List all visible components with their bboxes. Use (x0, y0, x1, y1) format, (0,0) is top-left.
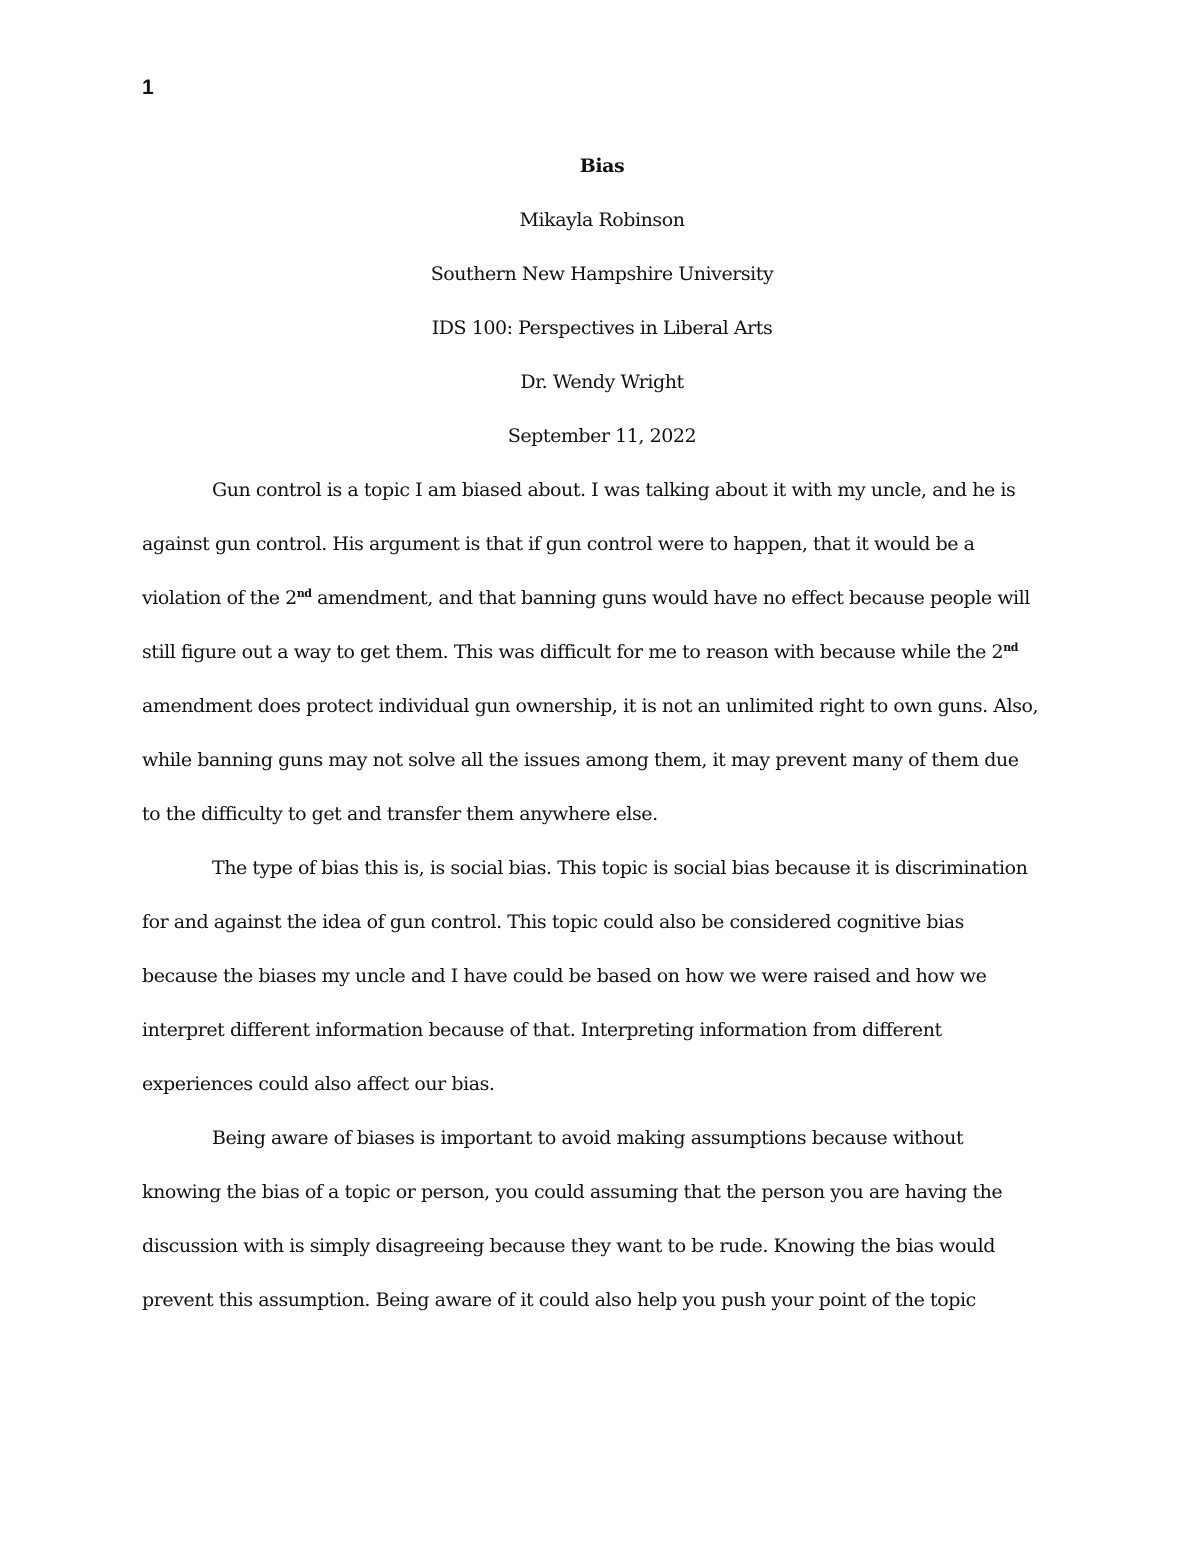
ordinal-superscript: nd (296, 587, 312, 600)
paragraph-line: interpret different information because of that. Interpreting information from different (142, 1019, 942, 1041)
paragraph-3 (142, 1111, 1062, 1327)
paragraph-line: experiences could also affect our bias. (142, 1073, 495, 1095)
paper-date: September 11, 2022 (507, 425, 697, 447)
course-name: IDS 100: Perspectives in Liberal Arts (431, 317, 773, 339)
line-text: still figure out a way to get them. This was difficult for me to reason with because while the 2 (142, 641, 1004, 663)
paragraph-line (142, 625, 1062, 679)
paragraph-line: while banning guns may not solve all the issues among them, it may prevent many of them due (142, 749, 1019, 771)
line-text: amendment, and that banning guns would have no effect because people will (317, 587, 1030, 609)
author-name: Mikayla Robinson (519, 209, 685, 231)
ordinal-superscript: nd (1003, 641, 1018, 654)
paragraph-line: discussion with is simply disagreeing because they want to be rude. Knowing the bias would (142, 1235, 995, 1257)
paragraph-line: for and against the idea of gun control. This topic could also be considered cognitive bias (142, 911, 964, 933)
instructor-name: Dr. Wendy Wright (520, 371, 684, 393)
paragraph-line: against gun control. His argument is that if gun control were to happen, that it would be a (142, 533, 975, 555)
institution-name: Southern New Hampshire University (430, 263, 774, 285)
paragraph-1 (142, 463, 1062, 841)
paragraph-line (142, 571, 1062, 625)
paper-title: Bias (579, 155, 625, 177)
paragraph-line: to the difficulty to get and transfer them anywhere else. (142, 803, 658, 825)
paragraph-line: prevent this assumption. Being aware of it could also help you push your point of the topic (142, 1289, 976, 1311)
document-body (142, 139, 1062, 1327)
line-text: violation of the 2 (142, 587, 297, 609)
paragraph-line: amendment does protect individual gun ownership, it is not an unlimited right to own guns. Also, (142, 695, 1039, 717)
paragraph-line: Gun control is a topic I am biased about. I was talking about it with my uncle, and he is (212, 479, 1016, 501)
paragraph-line: The type of bias this is, is social bias. This topic is social bias because it is discrimination (212, 857, 1028, 879)
paragraph-line: knowing the bias of a topic or person, you could assuming that the person you are having the (142, 1181, 1003, 1203)
paragraph-line: Being aware of biases is important to avoid making assumptions because without (212, 1127, 964, 1149)
page-number: 1 (142, 76, 154, 99)
paragraph-2 (142, 841, 1062, 1111)
paragraph-line: because the biases my uncle and I have could be based on how we were raised and how we (142, 965, 987, 987)
